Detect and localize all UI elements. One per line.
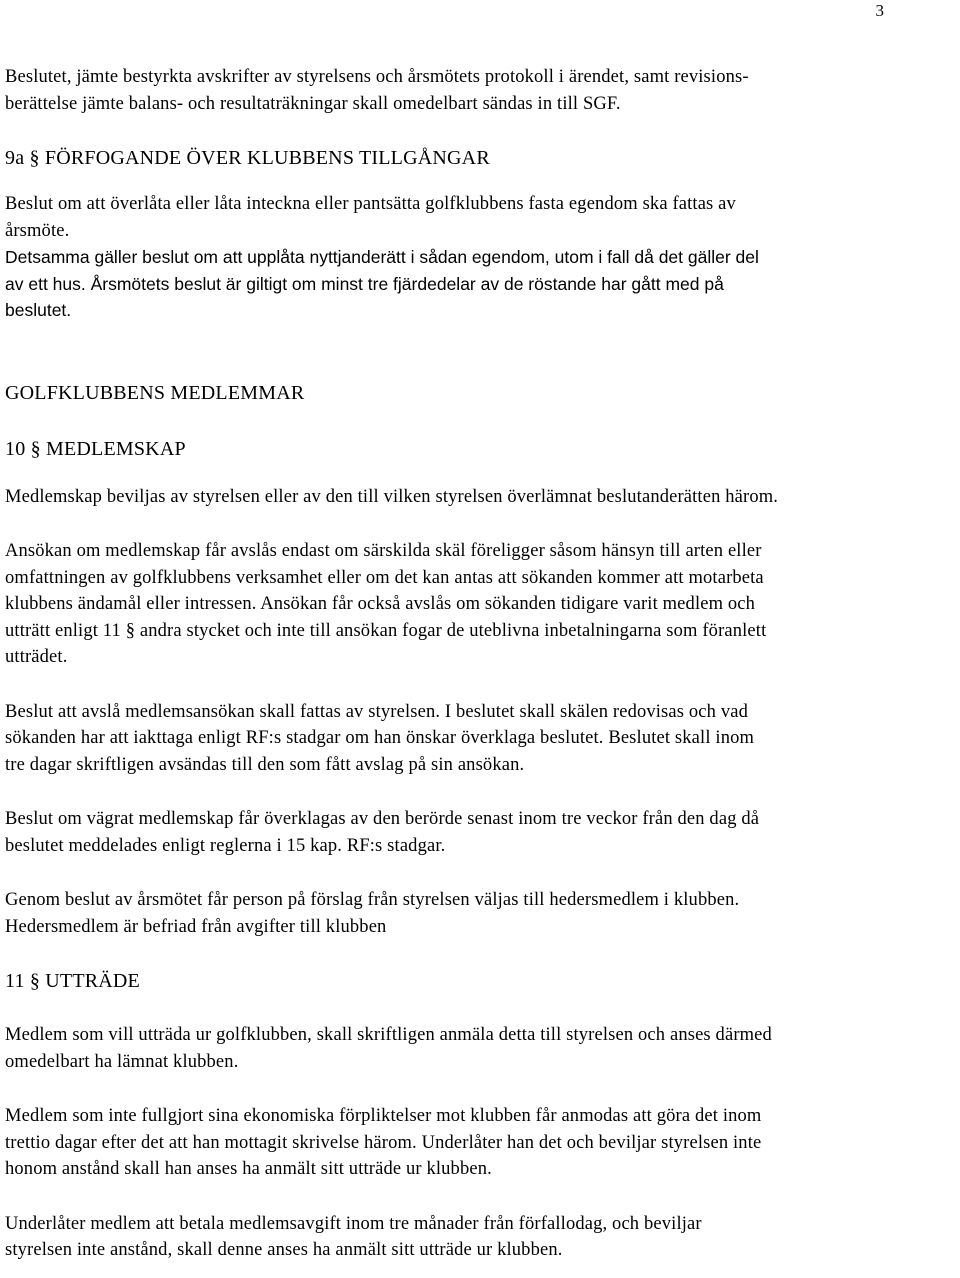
text-line: beslutet meddelades enligt reglerna i 15 kap. RF:s stadgar. [5,835,446,856]
text-line: omfattningen av golfklubbens verksamhet eller om det kan antas att sökanden kommer att motarbeta [5,567,764,588]
section-9a-heading: 9a § FÖRFOGANDE ÖVER KLUBBENS TILLGÅNGAR [5,147,490,169]
text-line: Beslut om att överlåta eller låta inteckna eller pantsätta golfklubbens fasta egendom ska fattas av [5,194,736,214]
section-11-heading: 11 § UTTRÄDE [5,970,140,992]
text-line: honom anstånd skall han anses ha anmält sitt utträde ur klubben. [5,1159,492,1179]
section-11-paragraph-1 [5,1022,955,1075]
text-line: Medlem som inte fullgjort sina ekonomiska förpliktelser mot klubben får anmodas att göra det inom [5,1106,762,1126]
text-line: Genom beslut av årsmötet får person på förslag från styrelsen väljas till hedersmedlem i klubben. [5,890,740,910]
text-line: trettio dagar efter det att han mottagit skrivelse härom. Underlåter han det och beviljar styrelsen inte [5,1132,762,1153]
text-line: sökanden har att iakttaga enligt RF:s stadgar om han önskar överklaga beslutet. Beslutet skall inom [5,728,755,748]
page-number: 3 [875,1,884,20]
text-line: berättelse jämte balans- och resultaträkningar skall omedelbart sändas in till SGF. [5,93,621,114]
text-line: beslutet. [5,300,72,320]
text-line: årsmöte. [5,220,70,241]
text-line: omedelbart ha lämnat klubben. [5,1051,239,1072]
text-line: av ett hus. Årsmötets beslut är giltigt om minst tre fjärdedelar av de röstande har gått med på [5,273,724,294]
section-10-paragraph-5 [5,887,955,940]
document-body [5,64,955,1264]
section-9a-paragraph [5,191,955,324]
text-line: Ansökan om medlemskap får avslås endast om särskilda skäl föreligger såsom hänsyn till arten eller [5,541,762,561]
part-heading: GOLFKLUBBENS MEDLEMMAR [5,381,305,404]
text-line: klubbens ändamål eller intressen. Ansökan får också avslås om sökanden tidigare varit medlem och [5,594,756,614]
section-11-paragraph-2 [5,1103,955,1183]
section-10-paragraph-2 [5,538,955,671]
text-line: Underlåter medlem att betala medlemsavgift inom tre månader från förfallodag, och beviljar [5,1213,702,1234]
text-line: utträdet. [5,647,68,667]
section-10-paragraph-4 [5,806,955,859]
text-line: utträtt enligt 11 § andra stycket och inte till ansökan fogar de uteblivna inbetalningarna som föranlett [5,620,767,641]
text-line: Medlem som vill utträda ur golfklubben, skall skriftligen anmäla detta till styrelsen och anses därmed [5,1025,772,1045]
text-line: Hedersmedlem är befriad från avgifter till klubben [5,916,387,937]
text-line: styrelsen inte anstånd, skall denne anses ha anmält sitt utträde ur klubben. [5,1240,563,1260]
text-line: Beslut att avslå medlemsansökan skall fattas av styrelsen. I beslutet skall skälen redovisas och vad [5,701,748,722]
section-10-paragraph-3 [5,699,955,779]
section-10-paragraph-1: Medlemskap beviljas av styrelsen eller av den till vilken styrelsen överlämnat beslutanderätten härom. [5,486,779,507]
text-line: Detsamma gäller beslut om att upplåta nyttjanderätt i sådan egendom, utom i fall då det gäller del [5,247,759,267]
intro-paragraph [5,64,955,117]
text-line: Beslutet, jämte bestyrkta avskrifter av styrelsens och årsmötets protokoll i ärendet, samt revisions- [5,67,749,87]
section-11-paragraph-3 [5,1211,955,1264]
section-10-heading: 10 § MEDLEMSKAP [5,437,186,460]
text-line: tre dagar skriftligen avsändas till den som fått avslag på sin ansökan. [5,754,525,775]
text-line: Beslut om vägrat medlemskap får överklagas av den berörde senast inom tre veckor från den dag då [5,809,760,829]
